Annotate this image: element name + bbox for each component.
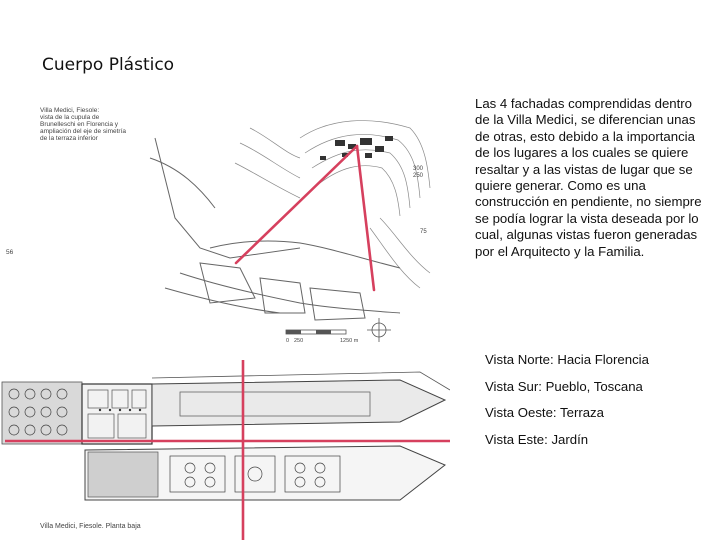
left-garden bbox=[2, 382, 82, 444]
contour-label: 300 bbox=[413, 166, 424, 172]
page-number: 56 bbox=[6, 249, 14, 256]
site-caption-line: de la terraza inferior bbox=[40, 135, 98, 142]
ground-plan-drawing bbox=[0, 360, 450, 540]
scale-label: 1250 m bbox=[340, 338, 359, 344]
scale-label: 250 bbox=[294, 338, 304, 344]
site-caption-line: vista de la cupula de bbox=[40, 114, 100, 121]
site-plan-caption bbox=[40, 107, 126, 142]
description-text: Las 4 fachadas comprendidas dentro de la Villa Medici, se diferencian unas de otras, esto debido a la importancia de los lugares a los cuales se quiere resaltar y a las vistas de lugar que se quiere generar. Como es una construcción en pendiente, no siempre se podía lograr la vista deseada por lo cual, algunas vistas fueron generadas por el Arquitecto y la Familia. bbox=[475, 96, 702, 259]
site-caption-line: ampliación del eje de simetría bbox=[40, 128, 126, 135]
view-west: Vista Oeste: Terraza bbox=[485, 405, 604, 420]
lower-terrace bbox=[85, 446, 445, 500]
upper-terrace bbox=[152, 372, 450, 426]
view-east: Vista Este: Jardín bbox=[485, 431, 589, 447]
north-arrow-icon bbox=[367, 318, 391, 342]
site-caption-line: Brunelleschi en Florencia y bbox=[40, 121, 119, 128]
site-caption-line: Villa Medici, Fiesole: bbox=[40, 107, 100, 114]
view-north: Vista Norte: Hacia Florencia bbox=[485, 352, 649, 367]
contour-lines bbox=[235, 121, 430, 288]
villa-building bbox=[82, 384, 152, 444]
views-list bbox=[485, 352, 705, 458]
view-south: Vista Sur: Pueblo, Toscana bbox=[485, 378, 643, 394]
slide-title: Cuerpo Plástico bbox=[42, 55, 175, 75]
contour-label: 250 bbox=[413, 173, 424, 179]
sightlines bbox=[236, 146, 374, 290]
contour-label: 75 bbox=[420, 229, 427, 235]
site-plan-drawing bbox=[0, 98, 450, 348]
ground-plan-caption: Villa Medici, Fiesole. Planta baja bbox=[40, 523, 141, 530]
plot-outlines bbox=[150, 138, 400, 320]
scale-label: 0 bbox=[286, 338, 290, 344]
scale-bar bbox=[286, 330, 359, 344]
